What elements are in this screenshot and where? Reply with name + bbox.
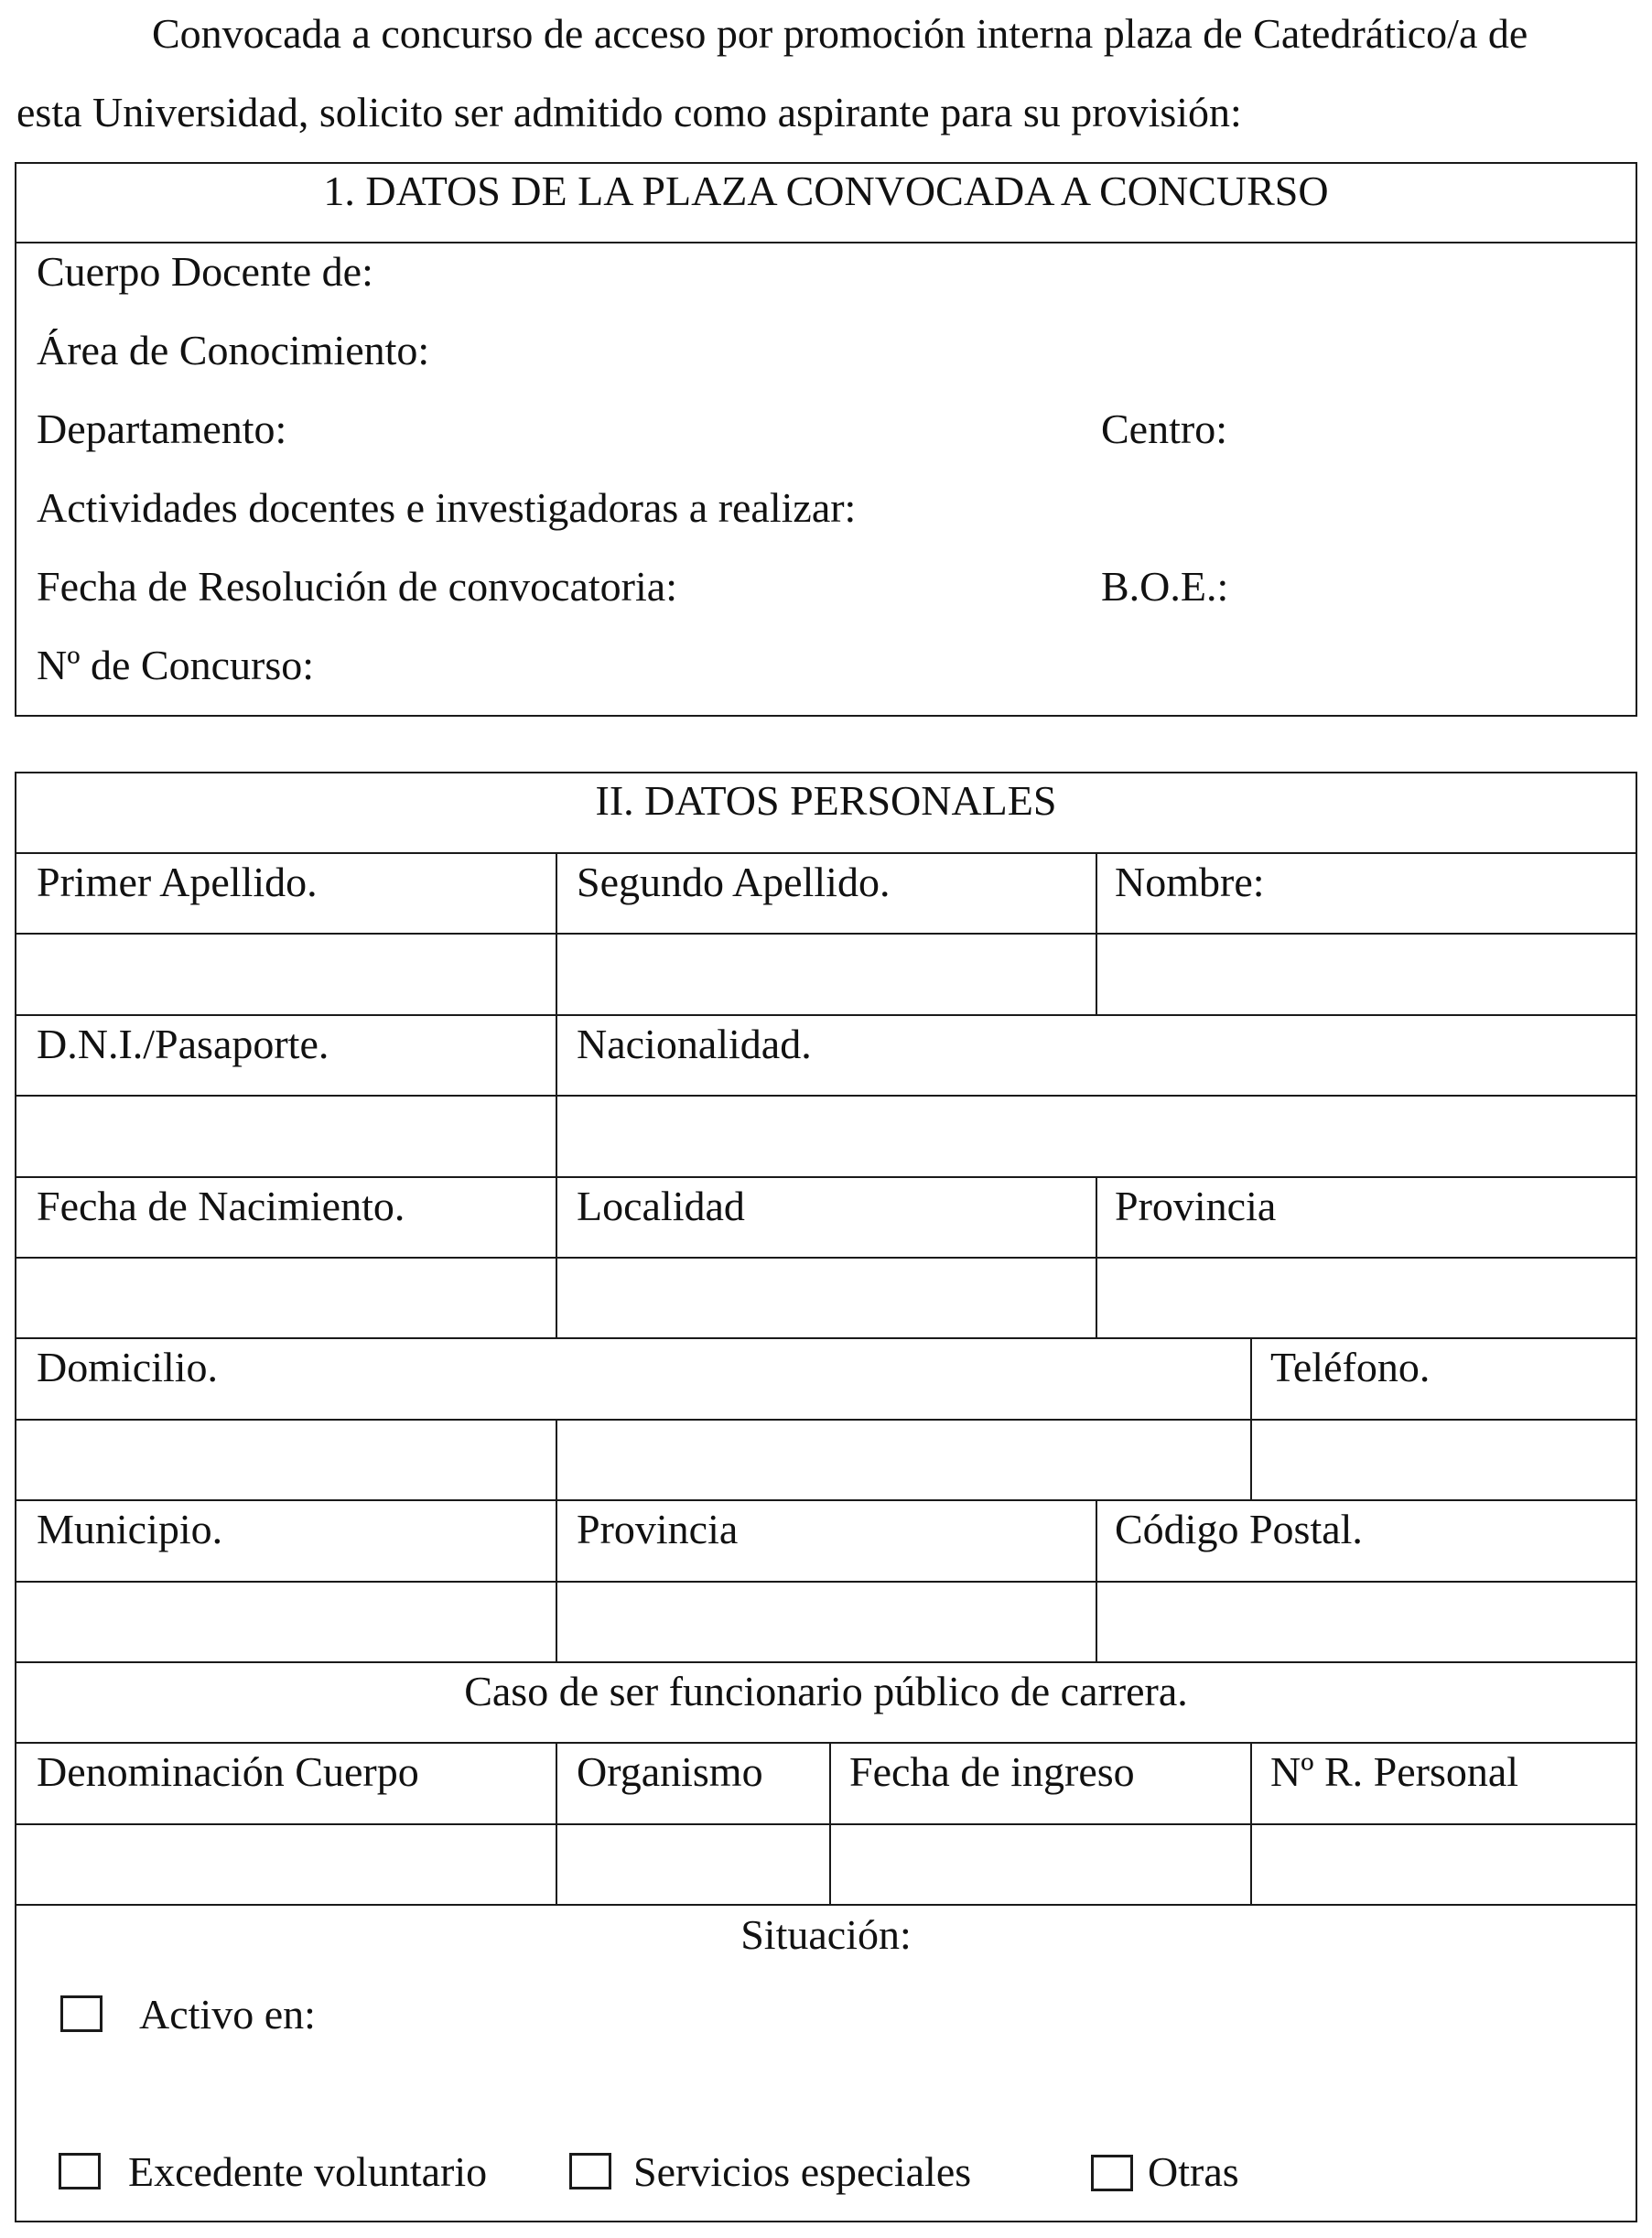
telefono-field[interactable]: [1252, 1421, 1636, 1499]
fecha-nacimiento-label: Fecha de Nacimiento.: [37, 1183, 405, 1229]
fecha-resolucion-label: Fecha de Resolución de convocatoria:: [37, 563, 677, 610]
area-conocimiento-label: Área de Conocimiento:: [37, 327, 430, 373]
segundo-apellido-label: Segundo Apellido.: [577, 859, 891, 905]
provincia-nacimiento-label: Provincia: [1115, 1183, 1277, 1229]
localidad-label: Localidad: [577, 1183, 745, 1229]
fecha-ingreso-label: Fecha de ingreso: [849, 1748, 1135, 1795]
activo-label: Activo en:: [139, 1991, 316, 2038]
activo-checkbox[interactable]: [60, 1995, 103, 2032]
codigo-postal-label: Código Postal.: [1115, 1506, 1363, 1552]
primer-apellido-label: Primer Apellido.: [37, 859, 318, 905]
section-1-title: 1. DATOS DE LA PLAZA CONVOCADA A CONCURSO: [323, 168, 1329, 214]
provincia-domicilio-label: Provincia: [577, 1506, 739, 1552]
num-registro-label: Nº R. Personal: [1270, 1748, 1519, 1795]
municipio-label: Municipio.: [37, 1506, 223, 1552]
row-divider: [15, 1742, 1637, 1744]
row-divider: [15, 1904, 1637, 1906]
dni-label: D.N.I./Pasaporte.: [37, 1021, 329, 1067]
nacionalidad-field[interactable]: [557, 1097, 1636, 1176]
fecha-ingreso-field[interactable]: [831, 1825, 1250, 1904]
excedente-checkbox[interactable]: [59, 2153, 101, 2189]
otras-label: Otras: [1148, 2148, 1239, 2195]
servicios-especiales-label: Servicios especiales: [633, 2148, 972, 2195]
codigo-postal-field[interactable]: [1097, 1583, 1636, 1661]
organismo-field[interactable]: [557, 1825, 829, 1904]
row-divider: [15, 1176, 1637, 1178]
primer-apellido-field[interactable]: [16, 935, 556, 1014]
boe-label: B.O.E.:: [1101, 563, 1229, 610]
telefono-label: Teléfono.: [1270, 1344, 1431, 1390]
intro-line-1: Convocada a concurso de acceso por promoción interna plaza de Catedrático/a de: [152, 10, 1528, 57]
fecha-nacimiento-field[interactable]: [16, 1259, 556, 1337]
row-divider: [15, 1014, 1637, 1016]
excedente-label: Excedente voluntario: [128, 2148, 488, 2195]
domicilio-field[interactable]: [16, 1421, 1250, 1499]
nombre-field[interactable]: [1097, 935, 1636, 1014]
domicilio-label: Domicilio.: [37, 1344, 219, 1390]
num-concurso-label: Nº de Concurso:: [37, 642, 314, 688]
row-divider: [15, 852, 1637, 854]
denominacion-cuerpo-field[interactable]: [16, 1825, 556, 1904]
funcionario-title: Caso de ser funcionario público de carrera.: [464, 1668, 1188, 1714]
provincia-domicilio-field[interactable]: [557, 1583, 1096, 1661]
section-1-divider: [15, 242, 1637, 243]
num-registro-field[interactable]: [1252, 1825, 1636, 1904]
otras-checkbox[interactable]: [1091, 2155, 1133, 2191]
denominacion-cuerpo-label: Denominación Cuerpo: [37, 1748, 419, 1795]
intro-line-2: esta Universidad, solicito ser admitido como aspirante para su provisión:: [16, 89, 1242, 135]
section-2-title: II. DATOS PERSONALES: [595, 777, 1057, 824]
row-divider: [15, 1661, 1637, 1663]
nacionalidad-label: Nacionalidad.: [577, 1021, 812, 1067]
municipio-field[interactable]: [16, 1583, 556, 1661]
departamento-label: Departamento:: [37, 405, 287, 452]
provincia-nacimiento-field[interactable]: [1097, 1259, 1636, 1337]
centro-label: Centro:: [1101, 405, 1227, 452]
nombre-label: Nombre:: [1115, 859, 1265, 905]
dni-field[interactable]: [16, 1097, 556, 1176]
row-divider: [15, 1337, 1637, 1339]
cuerpo-docente-label: Cuerpo Docente de:: [37, 248, 373, 295]
row-divider: [15, 1499, 1637, 1501]
organismo-label: Organismo: [577, 1748, 763, 1795]
servicios-especiales-checkbox[interactable]: [569, 2153, 611, 2189]
actividades-label: Actividades docentes e investigadoras a realizar:: [37, 484, 857, 531]
localidad-field[interactable]: [557, 1259, 1096, 1337]
situacion-title: Situación:: [740, 1911, 912, 1958]
segundo-apellido-field[interactable]: [557, 935, 1096, 1014]
